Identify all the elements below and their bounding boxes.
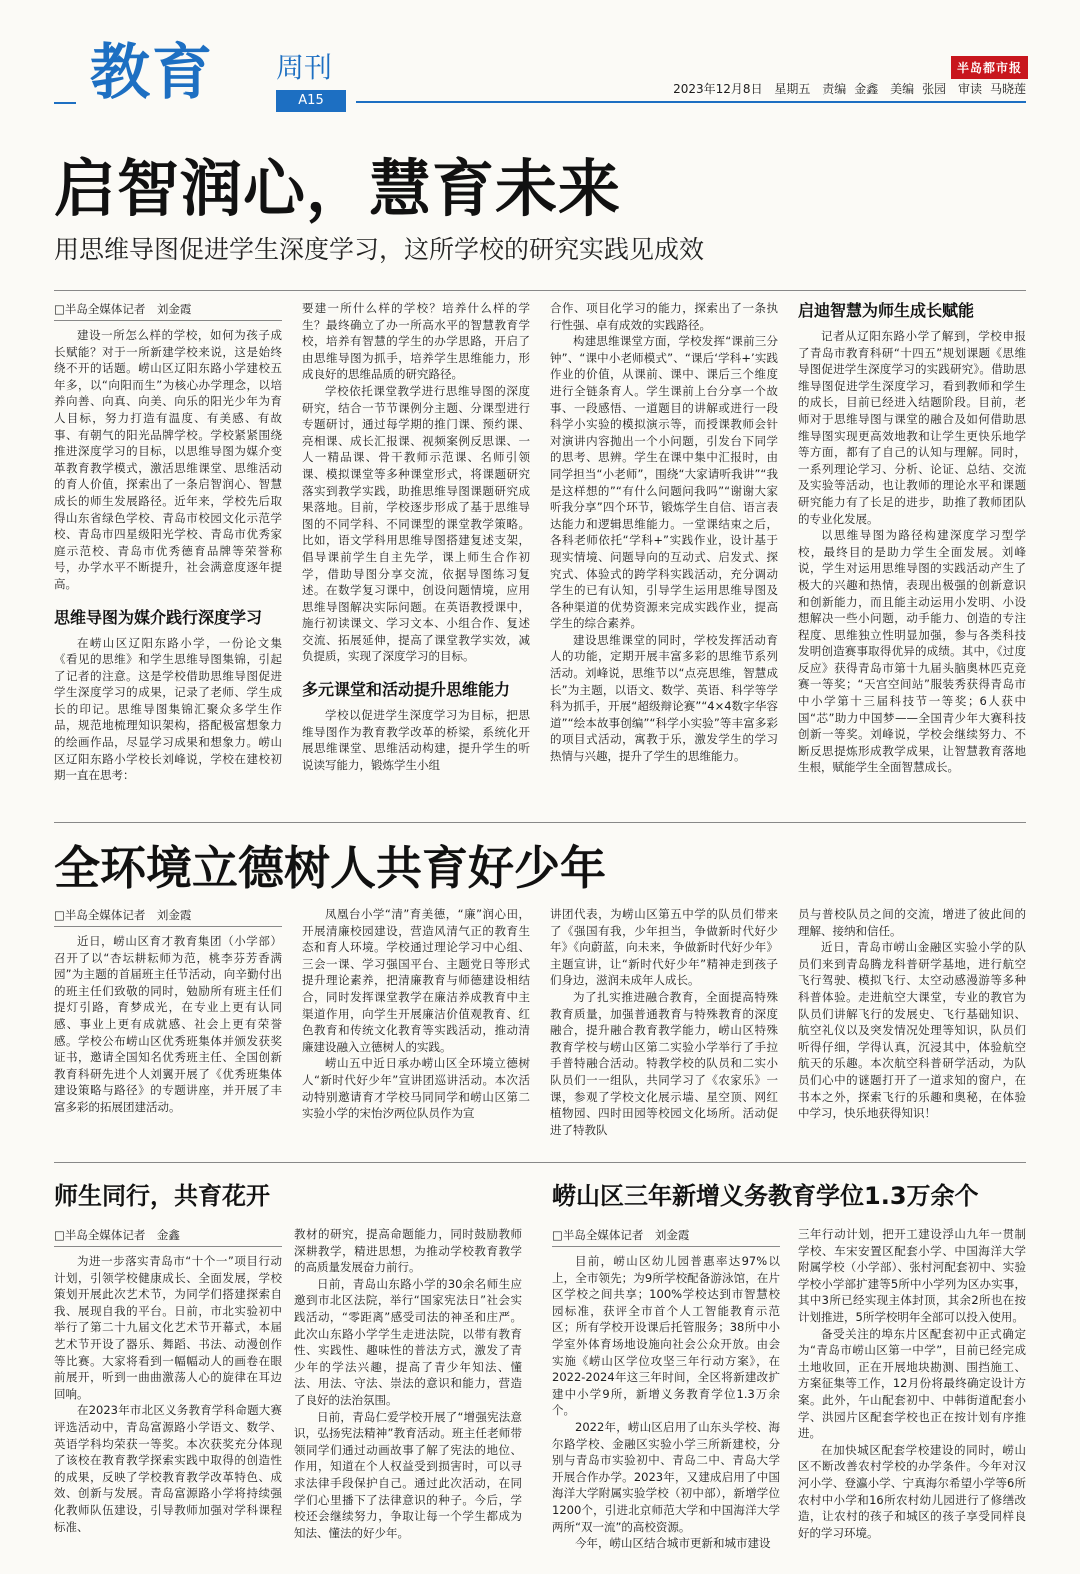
article3-top-rule	[54, 1162, 1026, 1163]
article1-column-4	[798, 300, 1026, 800]
reviewer-label: 审读	[957, 82, 982, 96]
article3-c2-p3: 日前，青岛仁爱学校开展了“增强宪法意识，弘扬宪法精神”教育活动。班主任老师带领同学们通过动画故事了解了宪法的地位、作用，知道在个人权益受到损害时，可以寻求法律手段保护自己。通过此次活动，在同学们心里播下了法律意识的种子。今后，学校还会继续努力，争取让每一个学生都成为知法、懂法的好少年。	[294, 1409, 522, 1540]
weekly-label: 周刊	[276, 51, 333, 84]
article4-column-2	[798, 1226, 1026, 1560]
article1-column-3	[550, 300, 778, 800]
article1-c2-p1: 要建一所什么样的学校？培养什么样的学生？最终确立了办一所高水平的智慧教育学校，培养有智慧的学生的办学思路，开启了由思维导图为抓手，培养学生思维能力，形成良好的思维品质的研究路径。	[302, 301, 530, 382]
article1-c2-p2: 学校依托课堂教学进行思维导图的深度研究，结合一节节课例分主题、分课型进行专题研讨，通过每学期的推门课、预约课、亮相课、成长汇报课、视频案例反思课、一人一精品课、骨干教师示范课、名师引领课、模拟课堂等多种课堂形式，将课题研究落实到教学实践，助推思维导图课题研究成果落地。目前，学校逐步形成了基于思维导图的不同学科、不同课型的课堂教学策略。比如，语文学科用思维导图搭建复述支架，倡导课前学生自主先学，课上师生合作初学，借助导图分享交流，依据导图练习复述。在数学复习课中，创设问题情境，应用思维导图解决实际问题。在英语教授课中，施行初读课文、学习文本、小组合作、复述交流、拓展延伸，提高了课堂教学实效，减负提质，实现了深度学习的目标。	[302, 383, 530, 664]
article2-c3-p1: 讲团代表，为崂山区第五中学的队员们带来了《强国有我，少年担当，争做新时代好少年》《向蔚蓝，向未来，争做新时代好少年》主题宣讲，让“新时代好少年”精神走到孩子们身边，滋润未成年人成长。	[550, 907, 778, 988]
article2-byline: □半岛全媒体记者 刘金霞	[54, 906, 282, 927]
article1-c4-p1: 记者从辽阳东路小学了解到，学校申报了青岛市教育科研“十四五”规划课题《思维导图促进学生深度学习的实践研究》。借助思维导图促进学生深度学习，看到教师和学生的成长，目前已经进入结题阶段。目前，老师对于思维导图与课堂的融合及如何借助思维导图实现更高效地教和让学生更快乐地学等方面，都有了自己的认知与理解。同时，一系列理论学习、分析、论证、总结、交流及实验等活动，也让教师的理论水平和课题研究能力有了长足的进步，助推了教师团队的专业化发展。	[798, 329, 1026, 526]
reviewer-name: 马晓莲	[989, 82, 1026, 96]
editor-label: 责编	[822, 82, 847, 96]
article3-c2-p2: 日前，青岛山东路小学的30余名师生应邀到市北区法院，举行“国家宪法日”社会实践活动，“零距离”感受司法的神圣和庄严。此次山东路小学学生走进法院，以带有教育性、实践性、趣味性的普法方式，激发了青少年的学法兴趣，提高了青少年知法、懂法、用法、守法、崇法的意识和能力，营造了良好的法治氛围。	[294, 1276, 522, 1407]
article3-column-2	[294, 1226, 522, 1560]
article3-column-1	[54, 1226, 282, 1560]
article4-title: 崂山区三年新增义务教育学位1.3万余个	[552, 1182, 979, 1210]
article1-c4-p2: 以思维导图为路径构建深度学习型学校，最终目的是助力学生全面发展。刘峰说，学生对运用思维导图的实践活动产生了极大的兴趣和热情，表现出极强的创新意识和创新能力，而且能主动运用小发明、小设想解决一些小问题，动手能力、创造的专注程度、思维独立性明显加强，参与各类科技发明创造赛事取得优异的成绩。其中，《过度反应》获得青岛市第十九届头脑奥林匹克竞赛一等奖；“天宫空间站”服装秀获得青岛市中小学第十三届科技节一等奖；6人获中国“芯”助力中国梦——全国青少年大赛科技创新一等奖。刘峰说，学校会继续努力、不断反思提炼形成教学成果，让智慧教育落地生根，赋能学生全面智慧成长。	[798, 528, 1026, 775]
section-title: 教育	[90, 38, 214, 108]
issue-meta	[665, 80, 1026, 97]
article2-c1-p1: 近日，崂山区育才教育集团（小学部）召开了以“杏坛耕耘师为范，桃李芬芳香满园”为主题的首届班主任节活动，向辛勤付出的班主任们致敬的同时，勉励所有班主任们提灯引路，育梦成光，在专业上更有认同感、事业上更有成就感、社会上更有荣誉感。学校公布崂山区优秀班集体并颁发获奖证书，邀请全国知名优秀班主任、全国创新教育科研先进个人刘翼开展了《优秀班集体建设策略与路径》的专题讲座，并开展了丰富多彩的拓展团建活动。	[54, 934, 282, 1114]
masthead	[0, 0, 1080, 130]
article2-c3-p2: 为了扎实推进融合教育，全面提高特殊教育质量，加强普通教育与特殊教育的深度融合，提升融合教育教学能力，崂山区特殊教育学校与崂山区第二实验小学举行了手拉手普特融合活动。特教学校的队员和二实小队员们一一组队，共同学习了《农家乐》一课，参观了学校文化展示墙、星空顶、网红植物园、四时田园等校园文化场所。活动促进了特教队	[550, 989, 778, 1137]
editor-name: 金鑫	[854, 82, 879, 96]
article3-byline: □半岛全媒体记者 金鑫	[54, 1226, 282, 1247]
article4-byline: □半岛全媒体记者 刘金霞	[552, 1226, 780, 1247]
article3-c1-p1: 为进一步落实青岛市“十个一”项目行动计划，引领学校健康成长、全面发展，学校策划开展此次艺术节，为同学们搭建探索自我、展现自我的平台。日前，市北实验初中举行了第二十九届文化艺术节开幕式，本届艺术节开设了器乐、舞蹈、书法、动漫创作等比赛。大家将看到一幅幅动人的画卷在眼前展开，听到一曲曲激荡人心的旋律在耳边回响。	[54, 1254, 282, 1401]
article1-subhead-3: 启迪智慧为师生成长赋能	[798, 301, 975, 320]
article1-c3-p3: 建设思维课堂的同时，学校发挥活动育人的功能，定期开展丰富多彩的思维节系列活动。刘峰说，思维节以“点亮思维，智慧成长”为主题，以语文、数学、英语、科学等学科为抓手，开展“超级辩论赛”“4×4数字华容道”“绘本故事创编”“科学小实验”等丰富多彩的项目式活动，寓教于乐，激发学生的学习热情与兴趣，提升了学生的思维能力。	[550, 632, 778, 764]
masthead-rule-right	[356, 101, 1026, 103]
article2-c2-p2: 崂山五中近日承办崂山区全环境立德树人“新时代好少年”宣讲团巡讲活动。本次活动特别邀请育才学校马同同学和崂山区第二实验小学的宋怡汐两位队员作为宣	[302, 1056, 530, 1121]
article1-subhead-1: 思维导图为媒介践行深度学习	[54, 607, 263, 627]
issue-date: 2023年12月8日	[673, 82, 763, 96]
designer-name: 张园	[922, 82, 947, 96]
article2-top-rule	[54, 822, 1026, 823]
article1-title: 启智润心，慧育未来	[54, 152, 622, 225]
article1-c1-p1: 建设一所怎么样的学校，如何为孩子成长赋能？对于一所新建学校来说，这是始终绕不开的话题。崂山区辽阳东路小学建校五年多，以“向阳而生”为核心办学理念，以培养向善、向真、向美、向乐的阳光少年为育人目标，努力打造有温度、有美感、有故事、有朝气的阳光品牌学校。学校紧紧围绕推进深度学习的目标，以思维导图为媒介变革教育教学模式，激活思维课堂、思维活动的育人价值，探索出了一条启智润心、智慧成长的师生发展路径。近年来，学校先后取得山东省绿色学校、青岛市校园文化示范学校、青岛市四星级阳光学校、青岛市优秀家庭示范校、青岛市优秀德育品牌等荣誉称号，办学水平不断提升，社会满意度逐年提高。	[54, 328, 282, 591]
article3-c1-p2: 在2023年市北区义务教育学科命题大赛评选活动中，青岛富源路小学语文、数学、英语学科均荣获一等奖。本次获奖充分体现了该校在教育教学探索实践中取得的创造性的成果，反映了学校教育教学改革特色、成效、创新与发展。青岛富源路小学将持续强化教师队伍建设，引导教师加强对学科课程标准、	[54, 1403, 282, 1534]
article1-column-2	[302, 300, 530, 800]
article1-top-rule	[54, 290, 1026, 291]
article4-c1-p1: 目前，崂山区幼儿园普惠率达97%以上，全市领先；为9所学校配备游泳馆，在片区学校之间共享；100%学校达到市智慧校园标准，获评全市首个人工智能教育示范区；所有学校开设课后托管服务；38所中小学室外体育场地设施向社会公众开放。由会实施《崂山区学位攻坚三年行动方案》，在2022-2024年这三年时间，全区将新建改扩建中小学9所，新增义务教育学位1.3万余个。	[552, 1254, 780, 1418]
article1-c1b-p1: 在崂山区辽阳东路小学，一份论文集《看见的思维》和学生思维导图集锦，引起了记者的注意。这是学校借助思维导图促进学生深度学习的成果，记录了老师、学生成长的印记。思维导图集锦汇聚众多学生作品，规范地梳理知识架构，搭配极富想象力的绘画作品，尽显学习成果和想象力。崂山区辽阳东路小学校长刘峰说，学校在建校初期一直在思考：	[54, 635, 282, 783]
designer-label: 美编	[890, 82, 915, 96]
article2-column-3	[550, 906, 778, 1146]
article4-c1-p2: 2022年，崂山区启用了山东头学校、海尔路学校、金融区实验小学三所新建校，分别与青岛市实验初中、青岛二中、青岛大学开展合作办学。2023年，又建成启用了中国海洋大学附属实验学校（初中部），新增学位1200个，引进北京师范大学和中国海洋大学两所“双一流”的高校资源。	[552, 1419, 780, 1534]
article2-c2-p1: 凤凰台小学“清”育美德，“廉”润心田，开展清廉校园建设，营造风清气正的教育生态和育人环境。学校通过理论学习中心组、三会一课、学习强国平台、主题党日等形式提升理论素养，把清廉教育与师德建设相结合，同时发挥课堂教学在廉洁养成教育中主渠道作用，向学生开展廉洁价值观教育、红色教育和传统文化教育等实践活动，推动清廉建设融入立德树人的实践。	[302, 907, 530, 1054]
article4-c1-p3: 今年，崂山区结合城市更新和城市建设	[575, 1536, 771, 1551]
article2-title: 全环境立德树人共育好少年	[54, 841, 606, 895]
article3-c2-p1: 教材的研究，提高命题能力，同时鼓励教师深耕教学，精进思想，为推动学校教育教学的高质量发展奋力前行。	[294, 1227, 522, 1275]
article2-column-4	[798, 906, 1026, 1146]
article2-column-2	[302, 906, 530, 1146]
article4-column-1	[552, 1226, 780, 1560]
article1-c3-p1: 合作、项目化学习的能力，探索出了一条执行性强、卓有成效的实践路径。	[550, 301, 778, 332]
newspaper-logo: 半岛都市报	[951, 56, 1028, 79]
article1-column-1	[54, 300, 282, 800]
masthead-rule-left	[54, 102, 76, 104]
page-number: A15	[276, 90, 346, 112]
article2-column-1	[54, 906, 282, 1146]
article4-c2-p3: 在加快城区配套学校建设的同时，崂山区不断改善农村学校的办学条件。今年对汉河小学、登瀛小学、宁真海尔希望小学等6所农村中小学和16所农村幼儿园进行了修缮改造，让农村的孩子和城区的孩子享受同样良好的学习环境。	[798, 1442, 1026, 1540]
article4-c2-p2: 备受关注的埠东片区配套初中正式确定为“青岛市崂山区第一中学”，目前已经完成土地收回，正在开展地块勘测、围挡施工、方案征集等工作，12月份将最终确定设计方案。此外，午山配套初中、中韩街道配套小学、洪园片区配套学校也正在按计划有序推进。	[798, 1326, 1026, 1441]
article1-c2b-p1: 学校以促进学生深度学习为目标，把思维导图作为教育教学改革的桥梁，系统化开展思维课堂、思维活动构建，提升学生的听说读写能力，锻炼学生小组	[302, 708, 530, 772]
article1-c3-p2: 构建思维课堂方面，学校发挥“课前三分钟”、“课中小老师模式”、“课后‘学科+’实践作业的价值，从课前、课中、课后三个维度进行全链条育人。学生课前上台分享一个故事、一段感悟、一道题目的讲解或进行一段科学小实验的模拟演示等，而授课教师会针对演讲内容抛出一个小问题，引发台下同学的思考、思辨。学生在课中集中汇报时，由同学担当“小老师”，围绕“大家请听我讲”“我是这样想的”“有什么问题问我吗”“谢谢大家听我分享”四个环节，锻炼学生自信、语言表达能力和逻辑思维能力。一堂课结束之后，各科老师依托“学科+”实践作业，设计基于现实情境、问题导向的互动式、启发式、探究式、体验式的跨学科实践活动，充分调动学生的已有认知，引导学生运用思维导图及各种渠道的优势资源来完成实践作业，提高学生的综合素养。	[550, 334, 778, 631]
issue-weekday: 星期五	[774, 82, 811, 96]
article1-subhead-2: 多元课堂和活动提升思维能力	[302, 680, 511, 700]
article3-title: 师生同行，共育花开	[54, 1182, 270, 1210]
article2-c4-p2: 近日，青岛市崂山金融区实验小学的队员们来到青岛腾龙科普研学基地，进行航空飞行驾驶、模拟飞行、太空动感漫游等多种科普体验。走进航空大课堂，专业的教官为队员们讲解飞行的发展史、飞行基础知识、航空礼仪以及突发情况处理等知识，队员们听得仔细，学得认真，沉浸其中，体验航空航天的乐趣。本次航空科普研学活动，为队员们心中的谜题打开了一道求知的窗户，在书本之外，探索飞行的乐趣和奥秘，在体验中学习，快乐地获得知识！	[798, 940, 1026, 1121]
article4-c2-p1: 三年行动计划，把开工建设浮山九年一贯制学校、车宋安置区配套小学、中国海洋大学附属学校（小学部）、张村河配套初中、实验学校小学部扩建等5所中小学列为区办实事，其中3所已经实现主体封顶，其余2所也在按计划推进，5所学校明年全部可以投入使用。	[798, 1227, 1026, 1324]
article1-byline: □半岛全媒体记者 刘金霞	[54, 300, 282, 321]
article2-c4-p1: 员与普校队员之间的交流，增进了彼此间的理解、接纳和信任。	[798, 907, 1026, 938]
article1-subtitle: 用思维导图促进学生深度学习，这所学校的研究实践见成效	[54, 235, 705, 264]
